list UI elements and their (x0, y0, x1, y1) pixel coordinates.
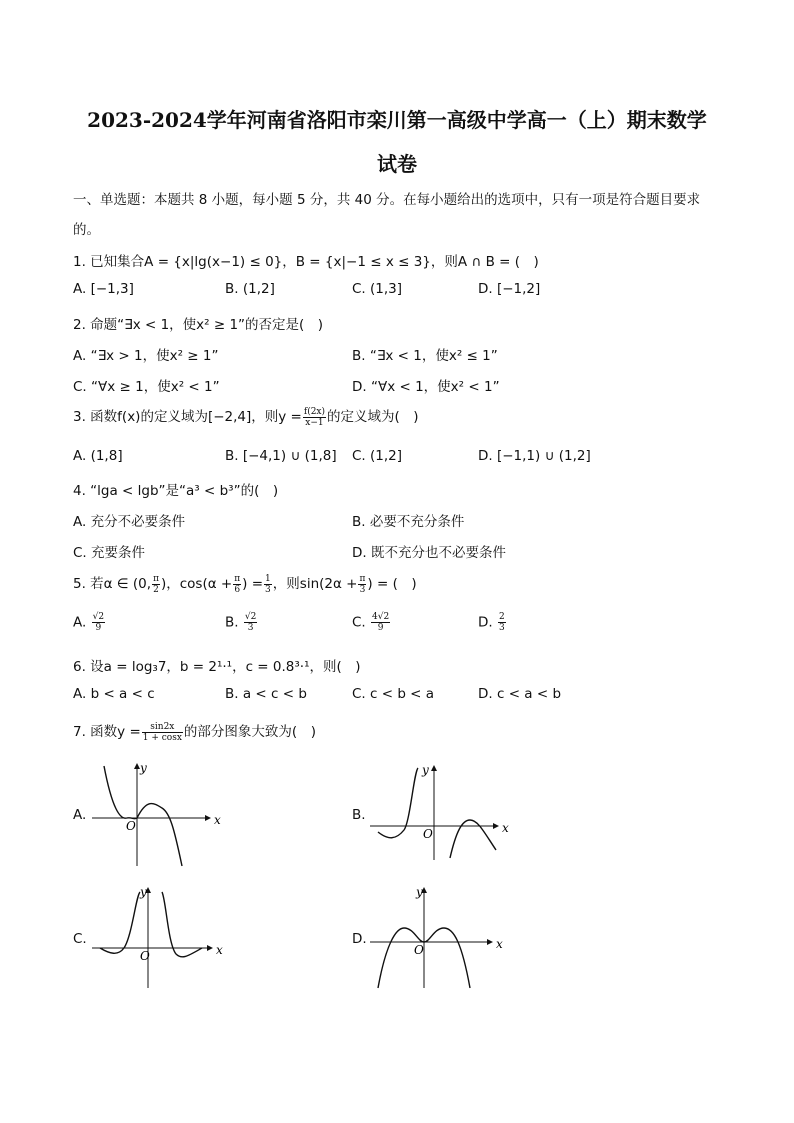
q5-stem-c: ) = (242, 576, 264, 592)
q5-d-label: D. (478, 614, 493, 631)
q3-option-b: B. [−4,1) ∪ (1,8] (225, 448, 337, 464)
graph-b-origin: O (423, 827, 433, 841)
q2-option-d: D. “∀x < 1，使x² < 1” (352, 379, 500, 395)
q5-frac-three: 3 (265, 584, 271, 595)
q4-option-d: D. 既不充分也不必要条件 (352, 545, 506, 561)
q5-a-den: 9 (95, 623, 102, 633)
q1-option-b: B. (1,2] (225, 281, 275, 297)
q5-frac-one-third (264, 574, 272, 595)
graph-a-y-label: y (140, 761, 147, 775)
graph-b-x-label: x (502, 821, 509, 835)
graph-a-origin: O (126, 819, 136, 833)
q7-graph-d (370, 884, 510, 994)
q7-frac-num: sin2x (142, 722, 183, 733)
q1-option-d: D. [−1,2] (478, 281, 541, 297)
q7-graph-b (370, 762, 520, 862)
q5-b-den: 3 (247, 623, 254, 633)
q7-stem-a: 7. 函数y = (73, 724, 141, 740)
q5-stem-b: )，cos(α + (160, 576, 233, 592)
q5-c-num: 4√2 (372, 612, 390, 622)
section-heading-line1: 一、单选题：本题共 8 小题，每小题 5 分，共 40 分。在每小题给出的选项中，只有一项是符合题目要求 (73, 192, 701, 208)
q5-option-c (352, 612, 391, 633)
q5-d-num: 2 (498, 612, 505, 622)
q3-frac-num: f(2x) (303, 406, 326, 417)
q5-b-num: √2 (244, 612, 257, 622)
q5-stem (73, 572, 417, 595)
q3-option-c: C. (1,2] (352, 448, 403, 464)
q7-option-c-label: C. (73, 931, 87, 947)
q5-frac-pi-over-6 (233, 574, 241, 595)
graph-d-y-label: y (416, 885, 423, 899)
q5-option-d (478, 612, 507, 633)
graph-c-y-label: y (140, 885, 147, 899)
q2-stem: 2. 命题“∃x < 1，使x² ≥ 1”的否定是( ) (73, 317, 324, 333)
graph-c-origin: O (140, 949, 150, 963)
q5-frac-pi-over-2 (152, 574, 160, 595)
q6-option-b: B. a < c < b (225, 686, 307, 702)
section-heading-line2: 的。 (73, 222, 100, 238)
q5-frac-one: 1 (265, 573, 271, 584)
q6-stem: 6. 设a = log₃7，b = 2¹·¹，c = 0.8³·¹，则( ) (73, 659, 361, 675)
q2-option-b: B. “∃x < 1，使x² ≤ 1” (352, 348, 498, 364)
q5-c-frac (371, 612, 390, 633)
q1-option-c: C. (1,3] (352, 281, 403, 297)
graph-d-x-label: x (496, 937, 503, 951)
q6-option-c: C. c < b < a (352, 686, 435, 702)
q5-b-label: B. (225, 614, 239, 631)
graph-d-origin: O (414, 943, 424, 957)
q5-frac-three2: 3 (359, 584, 366, 595)
q4-stem: 4. “lga < lgb”是“a³ < b³”的( ) (73, 483, 279, 499)
q6-option-d: D. c < a < b (478, 686, 562, 702)
q5-a-num: √2 (92, 612, 105, 622)
q6-option-a: A. b < a < c (73, 686, 155, 702)
q5-c-label: C. (352, 614, 366, 631)
q2-option-a: A. “∃x > 1，使x² ≥ 1” (73, 348, 219, 364)
graph-c-x-label: x (216, 943, 223, 957)
q4-option-b: B. 必要不充分条件 (352, 514, 465, 530)
q3-option-d: D. [−1,1) ∪ (1,2] (478, 448, 591, 464)
q7-graph-a (92, 758, 232, 868)
q5-b-frac (244, 612, 257, 633)
q3-stem-a: 3. 函数f(x)的定义域为[−2,4]，则y = (73, 409, 302, 425)
q7-option-a-label: A. (73, 807, 87, 823)
q7-fraction (142, 722, 183, 743)
q3-fraction (303, 407, 326, 428)
q5-a-label: A. (73, 614, 87, 631)
q7-frac-den: 1 + cosx (142, 732, 182, 743)
q5-frac-two: 2 (153, 584, 159, 595)
q2-option-c: C. “∀x ≥ 1，使x² < 1” (73, 379, 220, 395)
q3-stem (73, 405, 419, 428)
q5-stem-e: ) = ( ) (367, 576, 417, 592)
q7-stem-b: 的部分图象大致为( ) (183, 724, 316, 740)
q3-option-a: A. (1,8] (73, 448, 123, 464)
graph-b-y-label: y (422, 763, 429, 777)
q7-option-d-label: D. (352, 931, 367, 947)
q1-stem: 1. 已知集合A = {x|lg(x−1) ≤ 0}，B = {x|−1 ≤ x ≤ 3}，则A ∩ B = ( ) (73, 254, 539, 270)
q5-frac-six: 6 (234, 584, 241, 595)
graph-a-x-label: x (214, 813, 221, 827)
q5-frac-pi: π (153, 573, 159, 584)
q5-a-frac (92, 612, 105, 633)
exam-title-line1: 2023-2024学年河南省洛阳市栾川第一高级中学高一（上）期末数学 (87, 108, 707, 132)
q3-frac-den: x−1 (305, 417, 324, 428)
q4-option-c: C. 充要条件 (73, 545, 146, 561)
q7-stem (73, 720, 316, 743)
q7-option-b-label: B. (352, 807, 366, 823)
q7-graph-c (92, 884, 232, 994)
q5-c-den: 9 (377, 623, 384, 633)
exam-title-line2: 试卷 (377, 152, 417, 176)
q5-option-a (73, 612, 106, 633)
q5-option-b (225, 612, 258, 633)
q5-frac-pi2: π (234, 573, 241, 584)
q5-frac-pi3: π (359, 573, 366, 584)
q5-d-frac (498, 612, 506, 633)
q5-frac-pi-over-3 (358, 574, 366, 595)
q5-stem-d: ，则sin(2α + (272, 576, 358, 592)
q5-stem-a: 5. 若α ∈ (0, (73, 576, 152, 592)
q1-option-a: A. [−1,3] (73, 281, 134, 297)
q5-d-den: 3 (498, 623, 505, 633)
q3-stem-b: 的定义域为( ) (327, 409, 419, 425)
q4-option-a: A. 充分不必要条件 (73, 514, 186, 530)
